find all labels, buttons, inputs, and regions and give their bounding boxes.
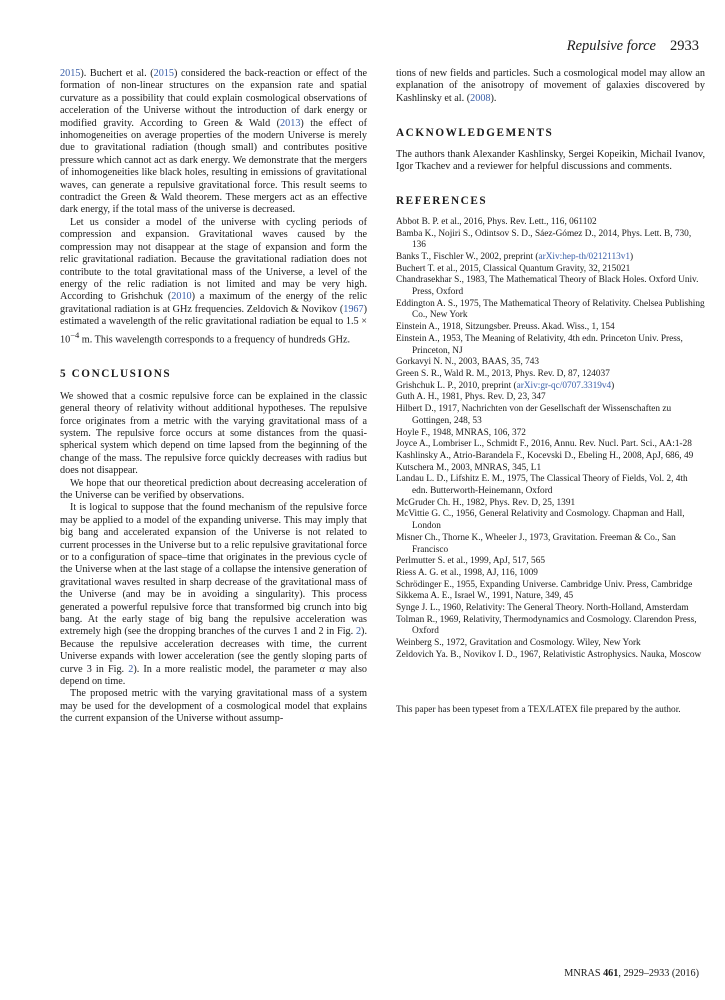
- reference-item: Joyce A., Lombriser L., Schmidt F., 2016, Annu. Rev. Nucl. Part. Sci., AA:1-28: [396, 439, 692, 450]
- citation-link[interactable]: 2008: [470, 92, 491, 104]
- reference-item: Buchert T. et al., 2015, Classical Quantum Gravity, 32, 215021: [396, 263, 631, 274]
- acknowledgements-heading: ACKNOWLEDGEMENTS: [396, 127, 554, 140]
- reference-item: Green S. R., Wald R. M., 2013, Phys. Rev. D, 87, 124037: [396, 368, 610, 379]
- paragraph-cycling-model: Let us consider a model of the universe with cycling periods of compression and expansion. Gravitational waves caused by the compression may not disappear at the stage of expansion and form the relic gravitational radiation. Because the gravitational radiation does not contribute to the total gravitational mass of the Universe, a level of the energy of the relic radiation is not limited and may be very high. According to Grishchuk (2010) a maximum of the energy of the relic gravitational radiation is at GHz frequencies. Zeldovich & Novikov (1967) estimated a wavelength of the relic gravitational radiation be equal to $1.5 \times 10^{-4}$ m. This wavelength corresponds to a frequency of hundreds GHz.: [60, 216, 367, 345]
- paragraph-conclusion-3: It is logical to suppose that the found mechanism of the repulsive force may be applied to a model of the expanding universe. This may imply that big bang and accelerated expansion of the Universe is not related to current processes in the Universe but to a relic repulsive gravitational force or to a configuration of space–time that originates in the previous cycle of the Universe when at the last stage of a collapse the intensive generation of gravitational waves resulted in sharp decrease of the gravitational mass of the Universe (and may be in avoiding a singularity). This process generated a powerful repulsive force that transformed big crunch into big bang. At the early stage of big bang the repulsive acceleration was extremely high (see the dropping branches of the curves 1 and 2 in Fig. 2). Because the repulsive acceleration decreases with time, the current Universe expands with lower acceleration (see the gently sloping parts of curve 3 in Fig. 2). In a more realistic model, the parameter α may also depend on time.: [60, 502, 368, 688]
- paragraph-conclusion-4: The proposed metric with the varying gravitational mass of a system may be used for the development of a cosmological model that explains the current expansion of the Universe without assump-: [60, 688, 367, 725]
- acknowledgements-text: The authors thank Alexander Kashlinsky, Sergei Kopeikin, Michail Ivanov, Igor Tkachev and a reviewer for helpful discussions and comments.: [396, 148, 705, 173]
- conclusions-heading: 5 CONCLUSIONS: [60, 368, 172, 381]
- reference-list: [396, 217, 705, 662]
- volume-number: 461: [603, 968, 619, 979]
- reference-item: Eddington A. S., 1975, The Mathematical Theory of Relativity. Chelsea Publishing Co., New York: [396, 298, 705, 321]
- reference-item: Perlmutter S. et al., 1999, ApJ, 517, 565: [396, 556, 545, 567]
- figure-link[interactable]: 2: [128, 663, 134, 675]
- reference-item: Riess A. G. et al., 1998, AJ, 116, 1009: [396, 567, 538, 578]
- citation-link[interactable]: 2013: [280, 117, 301, 129]
- citation-link[interactable]: 2015: [60, 68, 81, 79]
- paragraph-backreaction: 2015). Buchert et al. (2015) considered the back-reaction or effect of the formation of non-linear structures on the expansion rate and spatial curvature as a possibility that could explain cosmological observations of acceleration of the Universe without the introduction of dark energy or modified gravity. According to Green & Wald (2013) the effect of inhomogeneities on average properties of the modern Universe is merely due to gravitational radiation (though small) and contributes positive pressure which cannot act as dark energy. We demonstrate that the mergers of inhomogeneities like black holes, resulting in emissions of gravitational waves, can generate a repulsive gravitational force. This result seems to contradict the Green & Wald theorem. These mergers act as an effective dark energy, if the total mass of the universe is decreased.: [60, 68, 367, 216]
- reference-item: Banks T., Fischler W., 2002, preprint (arXiv:hep-th/0212113v1): [396, 251, 634, 262]
- reference-item: Tolman R., 1969, Relativity, Thermodynamics and Cosmology. Clarendon Press, Oxford: [396, 614, 697, 637]
- arxiv-link[interactable]: arXiv:gr-qc/0707.3319v4: [516, 380, 612, 391]
- paragraph-conclusion-2: We hope that our theoretical prediction about decreasing acceleration of the Universe can be verified by observations.: [60, 477, 367, 501]
- reference-item: Sikkema A. E., Israel W., 1991, Nature, 349, 45: [396, 591, 574, 602]
- journal-footer: MNRAS 461, 2929–2933 (2016): [564, 968, 699, 979]
- reference-item: Misner Ch., Thorne K., Wheeler J., 1973, Gravitation. Freeman & Co., San Francisco: [396, 532, 676, 555]
- reference-item: Kutschera M., 2003, MNRAS, 345, L1: [396, 462, 542, 473]
- reference-item: Einstein A., 1918, Sitzungsber. Preuss. Akad. Wiss., 1, 154: [396, 322, 615, 333]
- reference-item: Grishchuk L. P., 2010, preprint (arXiv:gr-qc/0707.3319v4): [396, 380, 615, 391]
- reference-item: Synge J. L., 1960, Relativity: The General Theory. North-Holland, Amsterdam: [396, 603, 689, 614]
- typeset-note: This paper has been typeset from a TEX/LATEX file prepared by the author.: [396, 704, 681, 715]
- citation-link[interactable]: 1967: [343, 303, 364, 315]
- figure-link[interactable]: 2: [355, 626, 362, 638]
- paragraph-continuation: tions of new fields and particles. Such a cosmological model may allow an explanation of the anisotropy of movement of galaxies discovered by Kashlinsky et al. (2008).: [396, 68, 705, 104]
- reference-item: Chandrasekhar S., 1983, The Mathematical Theory of Black Holes. Oxford Univ. Press, Oxford: [396, 275, 699, 298]
- page-number: 2933: [670, 38, 699, 54]
- paragraph-conclusion-1: We showed that a cosmic repulsive force can be explained in the classic general theory of relativity without additional hypotheses. The repulsive force originates from a metric with the varying gravitational mass of a system. The repulsive force occurs at some distances from the quasi-spherical system which depend on time lapsed from the beginning of the change of the mass. The repulsive force quickly decreases with radius but does not disappear.: [60, 390, 367, 477]
- reference-item: Hoyle F., 1948, MNRAS, 106, 372: [396, 427, 526, 438]
- reference-item: Weinberg S., 1972, Gravitation and Cosmology. Wiley, New York: [396, 638, 641, 649]
- citation-link[interactable]: 2015: [153, 68, 174, 79]
- reference-item: Schrödinger E., 1955, Expanding Universe. Cambridge Univ. Press, Cambridge: [396, 579, 693, 590]
- running-title: Repulsive force: [566, 38, 656, 54]
- arxiv-link[interactable]: arXiv:hep-th/0212113v1: [538, 251, 631, 262]
- reference-item: Landau L. D., Lifshitz E. M., 1975, The Classical Theory of Fields, Vol. 2, 4th edn. Butterworth-Heinemann, Oxford: [396, 474, 688, 497]
- running-head: [567, 38, 699, 55]
- references-heading: REFERENCES: [396, 195, 488, 208]
- left-column: [60, 68, 367, 726]
- reference-item: Zeldovich Ya. B., Novikov I. D., 1967, Relativistic Astrophysics. Nauka, Moscow: [396, 649, 702, 660]
- reference-item: Bamba K., Nojiri S., Odintsov S. D., Sáez-Gómez D., 2014, Phys. Lett. B, 730, 136: [396, 228, 692, 251]
- reference-item: Hilbert D., 1917, Nachrichten von der Gesellschaft der Wissenschaften zu Gottingen, 248, 53: [396, 404, 672, 426]
- reference-item: McVittie G. C., 1956, General Relativity and Cosmology. Chapman and Hall, London: [396, 509, 685, 532]
- citation-link[interactable]: 2010: [171, 291, 192, 303]
- reference-item: Abbot B. P. et al., 2016, Phys. Rev. Lett., 116, 061102: [396, 216, 597, 227]
- reference-item: Gorkavyi N. N., 2003, BAAS, 35, 743: [396, 357, 540, 368]
- reference-item: Einstein A., 1953, The Meaning of Relativity, 4th edn. Princeton Univ. Press, Princeton, NJ: [396, 333, 683, 356]
- reference-item: Kashlinsky A., Atrio-Barandela F., Kocevski D., Ebeling H., 2008, ApJ, 686, 49: [396, 450, 694, 461]
- reference-item: Guth A. H., 1981, Phys. Rev. D, 23, 347: [396, 392, 546, 403]
- right-column: [396, 68, 705, 716]
- reference-item: McGruder Ch. H., 1982, Phys. Rev. D, 25, 1391: [396, 497, 576, 508]
